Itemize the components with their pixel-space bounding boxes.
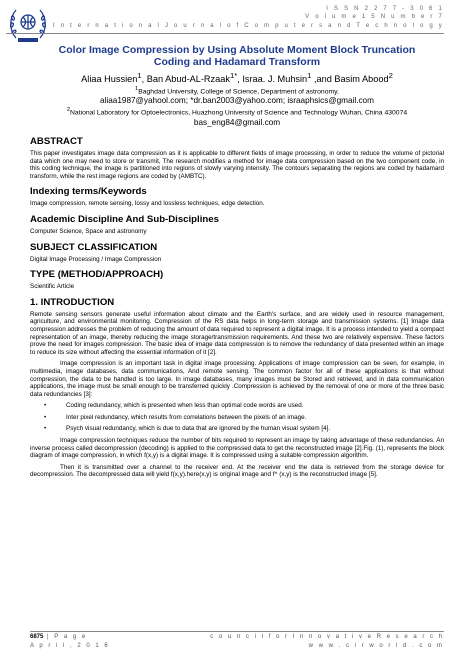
redundancy-list xyxy=(30,402,444,433)
introduction-heading: 1. INTRODUCTION xyxy=(30,296,115,308)
keywords-heading: Indexing terms/Keywords xyxy=(30,186,147,198)
page-number: 6875 | P a g e xyxy=(30,634,88,640)
bullet-icon: • xyxy=(44,402,47,410)
affiliation-2: $^2$National Laboratory for Optoelectronics, Huazhong University of Science and Technology Wuhan, China 430074 xyxy=(66,107,408,117)
bullet-icon: • xyxy=(44,413,47,421)
volume: V o l u m e 1 5 N u m b e r 7 xyxy=(305,14,444,21)
intro-paragraph-1: Remote sensing sensors generate useful information about climate and the Earth's surface, and are widely used in resource management, agriculture, and environmental monitoring. Compression of the RS data helps in long-term storage and transmission systems. [1] Image data compression addresses the problem of reducing the amount of data required to represent a digital image. It is a process intended to yield a compact representation of an image, thereby reducing the image storage/transmission requirements. And these two are relatively expensive. These factors prove the need for images compression. The basic idea of image data compression is to remove the redundancy of data presented within an image to reduce its size without affecting the essential information of it [2]. xyxy=(30,310,444,356)
intro-paragraph-3: Image compression techniques reduce the number of bits required to represent an image by taking advantage of these redundancies. An inverse process called decompression (decoding) is applied to the compressed data to get the reconstructed image [2].Fig. (1), represents the block diagram of image compression, in which f(x,y) is a digital image. It is compressed using a suitable compression algorithm. xyxy=(30,437,444,460)
header-divider xyxy=(6,33,444,34)
journal-info xyxy=(53,5,444,30)
footer-divider xyxy=(30,631,444,632)
footer-left xyxy=(30,633,110,650)
author-block xyxy=(30,70,444,128)
list-item: • Inter pixel redundancy, which results from correlations between the pixels of an image. xyxy=(44,413,307,421)
type-heading: TYPE (METHOD/APPROACH) xyxy=(30,269,164,281)
publisher-website: w w w . c i r w o r l d . c o m xyxy=(308,642,444,649)
publication-date: A p r i l , 2 0 1 6 xyxy=(30,642,110,649)
discipline-text: Computer Science, Space and astronomy xyxy=(30,227,147,235)
journal-wreath-logo-icon xyxy=(6,4,50,44)
discipline-heading: Academic Discipline And Sub-Disciplines xyxy=(30,213,219,225)
list-item: • Psych visual redundancy, which is due to data that are ignored by the human visual system [4]. xyxy=(44,425,331,433)
list-item: • Coding redundancy, which is presented when less than optimal code words are used. xyxy=(44,402,304,410)
subject-heading: SUBJECT CLASSIFICATION xyxy=(30,241,158,253)
affiliation-1: $^1$Baghdad University, College of Science, Department of astronomy. xyxy=(135,86,339,96)
bullet-icon: • xyxy=(44,425,47,433)
paper-body xyxy=(30,130,444,483)
keywords-text: Image compression, remote sensing, lossy and lossless techniques, edge detection. xyxy=(30,200,265,208)
publisher-name: c o u n c i l f o r I n n o v a t i v e R e s e a r c h xyxy=(210,634,444,640)
intro-paragraph-4: Then it is transmitted over a channel to the receiver end. At the receiver end the data is retrieved from the storage device for decompression. The decompressed data will yield f(x,y).here(x,y) is original image and f^ (x,y) is the reconstructed image [5]. xyxy=(30,463,444,479)
intro-paragraph-2: Image compression is an important task in digital image processing. Applications of image compression can be seen, for example, in multimedia, image databases, data communications, And remote sensing. The common factor for all of these applications is that without compression, the data to be handled is too large. In image databases, many images must be Stored and retrieved, and in data communication applications, the image must be small enough to be transferred quickly .Compression is achieved by the removal of one or more of the three basic data redundancies [3]: xyxy=(30,360,444,398)
type-text: Scientific Article xyxy=(30,283,75,291)
issn: I S S N 2 2 7 7 - 3 0 6 1 xyxy=(326,6,444,12)
paper-title: Color Image Compression by Using Absolute Moment Block Truncation Coding and Hadamard Transform xyxy=(58,44,416,68)
author-names: Aliaa Hussien$^1$, Ban Abud-AL-Rzaak$^{1*}$, Israa. J. Muhsin$^1$ ,and Basim Abood$^2$ xyxy=(81,71,393,85)
footer-right xyxy=(210,633,444,650)
abstract-heading: ABSTRACT xyxy=(30,136,83,147)
author-emails-1: aliaa1987@yahool.com; *dr.ban2003@yahoo.com; israaphsics@gmail.com xyxy=(100,96,374,106)
subject-text: Digital Image Processing / Image Compression xyxy=(30,255,162,263)
author-emails-2: bas_eng84@gmail.com xyxy=(193,117,281,127)
abstract-text: This paper investigates image data compression as it is applicable to different fields of image processing, in order to reduce the volume of pictorial data which one may need to store or transmit, The research modifies a method for image data compression based on the two component code, in this coding technique, the image is partitioned into regions of slowly varying intensity. The contours separating the regions are coded by hadamard transform, while the rest image regions are coded by (AMBTC). xyxy=(30,150,444,180)
journal-name: I n t e r n a t i o n a l J o u r n a l o f C o m p u t e r s a n d T e c h n o l o g y xyxy=(53,22,444,29)
